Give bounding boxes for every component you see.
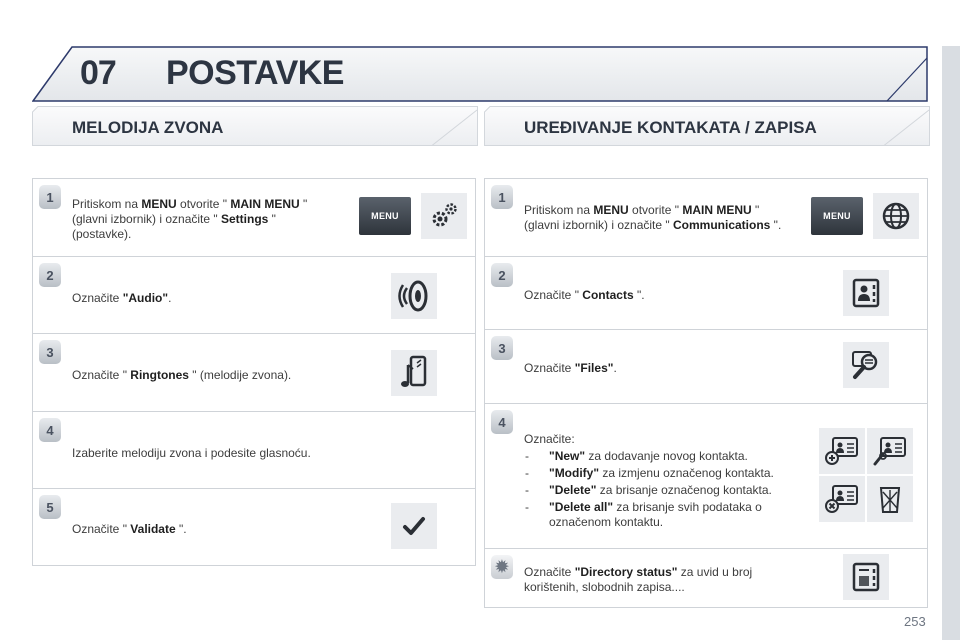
star-badge: ✹ [491,555,513,579]
right-step-4 [485,404,927,549]
ringtones-icon-tile[interactable] [391,350,437,396]
right-step-5-text: Označite "Directory status" za uvid u broj korištenih, slobodnih zapisa.... [524,565,753,594]
left-step-3-text: Označite " Ringtones " (melodije zvona). [72,368,292,382]
contacts-icon-tile[interactable] [843,270,889,316]
modify-contact-button[interactable] [867,428,913,474]
left-section-title: MELODIJA ZVONA [72,118,224,137]
files-search-icon [850,349,882,381]
directory-status-icon-tile[interactable] [843,554,889,600]
globe-icon [881,201,911,231]
right-step-3-text: Označite "Files". [524,361,617,375]
step-badge: 5 [39,495,61,519]
left-section-header [32,106,478,146]
list-item: - "Modify" za izmjenu označenog kontakta. [524,466,774,481]
right-step-2-text: Označite " Contacts ". [524,288,645,302]
menu-button[interactable]: MENU [359,197,411,235]
right-section-header [484,106,930,146]
files-icon-tile[interactable] [843,342,889,388]
modify-contact-icon [873,436,907,466]
step-badge: 3 [39,340,61,364]
new-contact-button[interactable] [819,428,865,474]
validate-button[interactable] [391,503,437,549]
contact-actions-list [524,449,774,530]
left-step-5-text: Označite " Validate ". [72,522,187,536]
right-step-1-text: Pritiskom na MENU otvorite " MAIN MENU " (glavni izbornik) i označite " Communications ". [524,203,782,232]
right-step-2 [485,257,927,330]
right-step-4-text: Označite: - "New" za dodavanje novog kontakta. - "Modify" za izmjenu označenog kontakta. - "Delete" za brisanje označenog kontakta. - "Delete all" za brisanje svih podataka o označenom kontaktu. [524,432,774,530]
settings-gears-icon[interactable] [421,193,467,239]
left-step-1 [33,179,475,257]
step-badge: 3 [491,336,513,360]
delete-contact-button[interactable] [819,476,865,522]
menu-button[interactable]: MENU [811,197,863,235]
step-badge: 2 [39,263,61,287]
left-step-4-text: Izaberite melodiju zvona i podesite glasnoću. [72,446,311,460]
contacts-book-icon [850,277,882,309]
step-badge: 1 [491,185,513,209]
delete-contact-icon [825,484,859,514]
step-badge: 1 [39,185,61,209]
ringtone-phone-note-icon [399,355,429,391]
left-step-1-text: Pritiskom na MENU otvorite " MAIN MENU " (glavni izbornik) i označite " Settings " (postavke). [72,197,308,241]
new-contact-icon [825,436,859,466]
page-number: 253 [904,614,926,629]
delete-all-button[interactable] [867,476,913,522]
right-steps-panel [484,178,928,608]
audio-speaker-icon [398,279,430,313]
chapter-number: 07 [80,54,116,92]
step-badge: 4 [491,410,513,434]
list-item: - "New" za dodavanje novog kontakta. [524,449,774,464]
communications-icon-tile[interactable] [873,193,919,239]
step-badge: 4 [39,418,61,442]
gear-icon [428,200,460,232]
audio-icon-tile[interactable] [391,273,437,319]
left-step-3 [33,334,475,412]
left-step-4 [33,412,475,489]
left-step-2-text: Označite "Audio". [72,291,172,305]
trash-bin-icon [878,484,902,514]
list-item: - "Delete all" za brisanje svih podataka o označenom kontaktu. [524,500,774,530]
right-sidebar-strip [942,46,960,640]
chapter-title: POSTAVKE [166,54,344,92]
right-step-1 [485,179,927,257]
left-steps-panel [32,178,476,566]
list-item: - "Delete" za brisanje označenog kontakta. [524,483,774,498]
right-step-directory-status [485,549,927,607]
left-step-5 [33,489,475,565]
checkmark-icon [402,514,426,538]
chapter-header [32,46,928,102]
left-step-2 [33,257,475,334]
right-section-title: UREĐIVANJE KONTAKATA / ZAPISA [524,118,817,137]
right-step-3 [485,330,927,404]
directory-status-icon [850,561,882,593]
step-badge: 2 [491,263,513,287]
